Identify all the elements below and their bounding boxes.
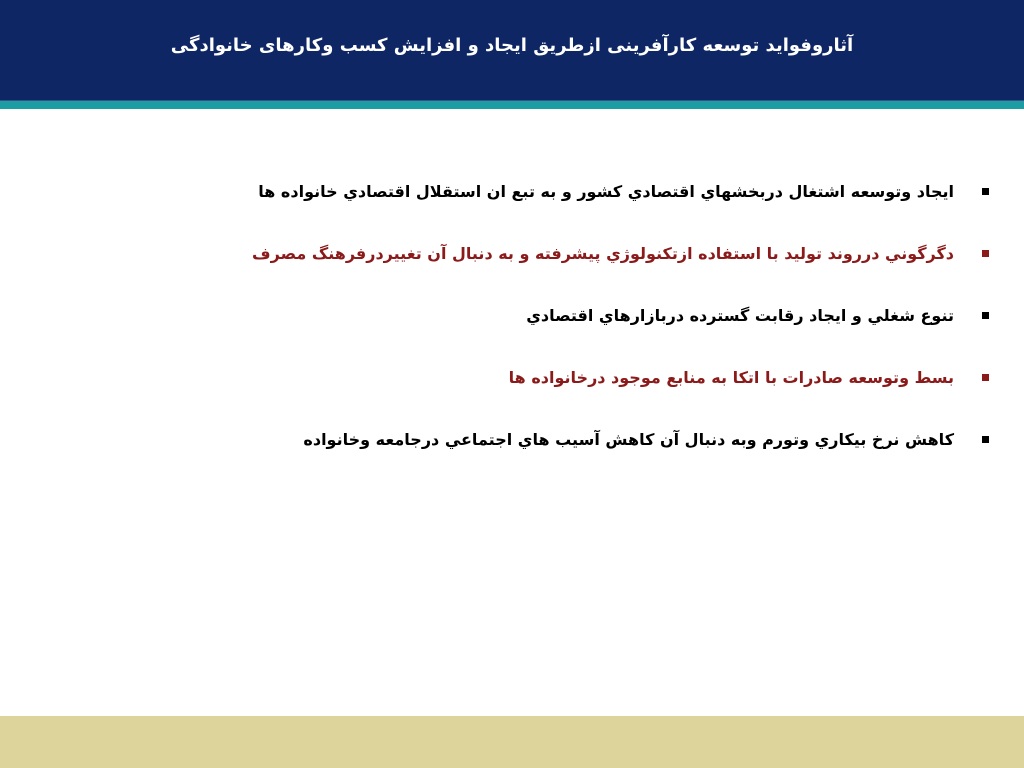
square-bullet-icon [982,436,989,443]
header-accent-bar [0,101,1024,109]
bullet-text: كاهش نرخ بيكاري وتورم وبه دنبال آن كاهش آسيب هاي اجتماعي درجامعه وخانواده [303,430,954,449]
bullet-item [120,302,989,330]
square-bullet-icon [982,312,989,319]
bullet-text: دگرگوني درروند توليد با استفاده ازتكنولوژي پيشرفته و به دنبال آن تغييردرفرهنگ مصرف [252,244,954,263]
square-bullet-icon [982,188,989,195]
footer-band [0,716,1024,768]
square-bullet-icon [982,250,989,257]
slide-header [0,0,1024,101]
square-bullet-icon [982,374,989,381]
bullet-item [120,178,989,206]
bullet-list [120,178,989,488]
bullet-item [120,364,989,392]
bullet-text: ايجاد وتوسعه اشتغال دربخشهاي اقتصادي كشور و به تبع ان استقلال اقتصادي خانواده ها [258,182,954,201]
bullet-item [120,240,989,268]
bullet-text: تنوع شغلي و ايجاد رقابت گسترده دربازارهاي اقتصادي [526,306,954,325]
bullet-text: بسط وتوسعه صادرات با اتكا به منابع موجود درخانواده ها [508,368,954,387]
bullet-item [120,426,989,454]
slide-title: آثاروفواید توسعه کارآفرینی ازطریق ایجاد و افزایش کسب وکارهای خانوادگی [170,35,854,56]
